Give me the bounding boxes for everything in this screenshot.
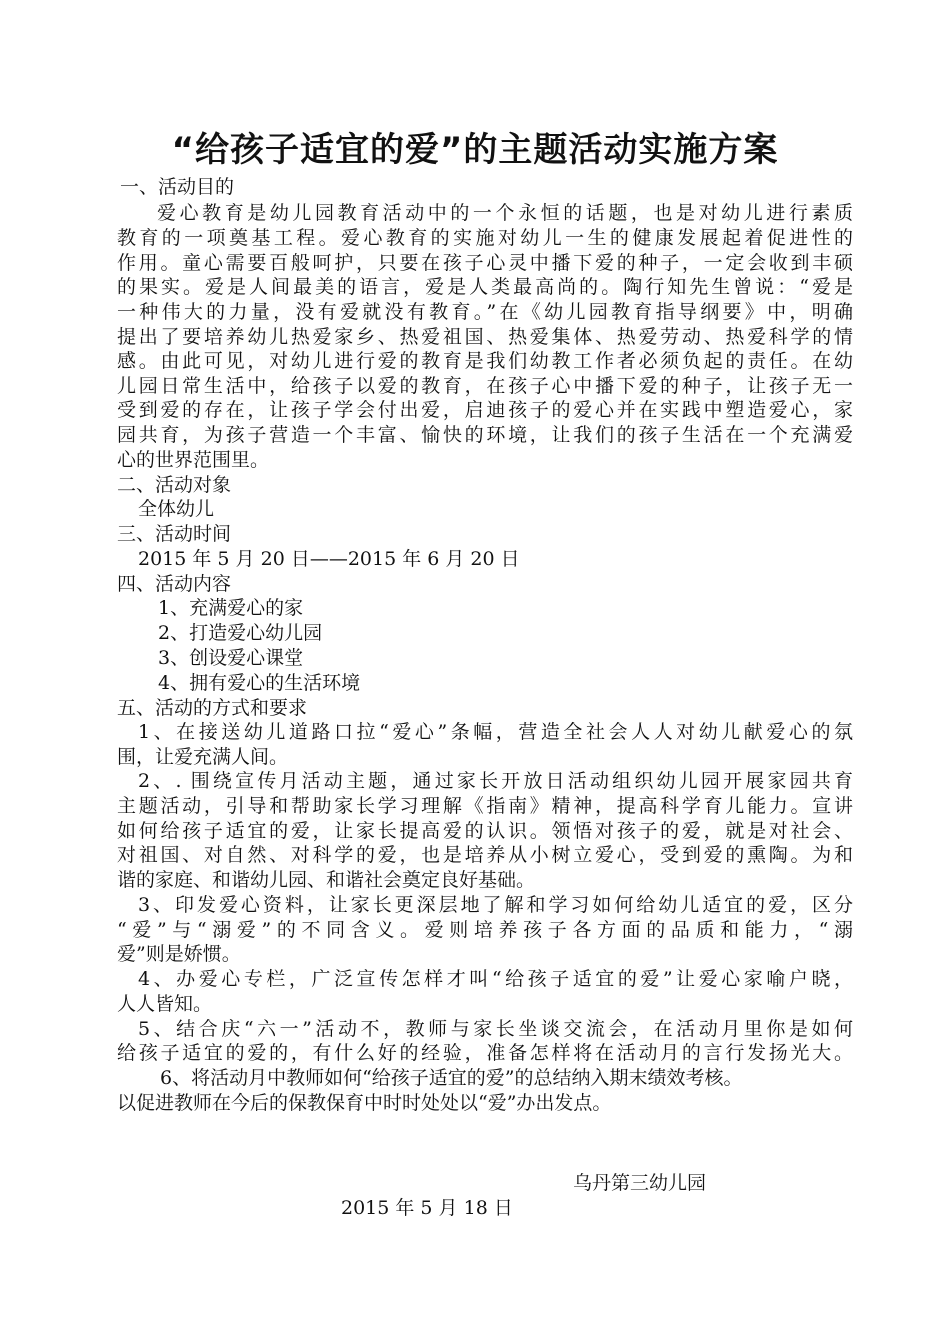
paragraph-line: 对祖国、对自然、对科学的爱，也是培养从小树立爱心，受到爱的熏陶。为和 [117,844,853,866]
paragraph-line: 如何给孩子适宜的爱，让家长提高爱的认识。领悟对孩子的爱，就是对社会、 [117,820,853,842]
signature-organization: 乌丹第三幼儿园 [573,1172,707,1194]
paragraph-line: 提出了要培养幼儿热爱家乡、热爱祖国、热爱集体、热爱劳动、热爱科学的情 [117,326,853,348]
paragraph-line: 作用。童心需要百般呵护，只要在孩子心灵中播下爱的种子，一定会收到丰硕 [117,252,853,274]
paragraph-line: 5、结合庆“六一”活动不，教师与家长坐谈交流会，在活动月里你是如何 [138,1018,853,1040]
paragraph-line: 围，让爱充满人间。 [117,746,289,768]
document-title: “给孩子适宜的爱”的主题活动实施方案 [171,130,779,170]
paragraph-line: 给孩子适宜的爱的，有什么好的经验，准备怎样将在活动月的言行发扬光大。 [117,1042,853,1064]
paragraph-line: 儿园日常生活中，给孩子以爱的教育，在孩子心中播下爱的种子，让孩子无一 [117,375,853,397]
paragraph-line: 1、在接送幼儿道路口拉“爱心”条幅，营造全社会人人对幼儿献爱心的氛 [138,721,853,743]
paragraph-line: 2、. 围绕宣传月活动主题，通过家长开放日活动组织幼儿园开展家园共育 [138,770,853,792]
paragraph-line: 感。由此可见，对幼儿进行爱的教育是我们幼教工作者必须负起的责任。在幼 [117,350,853,372]
paragraph-line: “爱”与“溺爱”的不同含义。爱则培养孩子各方面的品质和能力，“溺 [117,919,853,941]
section-heading: 一、活动目的 [120,176,235,198]
paragraph-line: 爱心教育是幼儿园教育活动中的一个永恒的话题，也是对幼儿进行素质 [157,202,853,224]
paragraph-line: 以促进教师在今后的保教保育中时时处处以“爱”办出发点。 [117,1092,612,1114]
paragraph-line: 4、办爱心专栏，广泛宣传怎样才叫“给孩子适宜的爱”让爱心家喻户晓， [138,968,853,990]
signature-date: 2015 年 5 月 18 日 [341,1197,513,1219]
section-content: 全体幼儿 [138,498,215,520]
section-content: 2015 年 5 月 20 日——2015 年 6 月 20 日 [138,548,520,570]
paragraph-line: 一种伟大的力量，没有爱就没有教育。”在《幼儿园教育指导纲要》中，明确 [117,301,853,323]
list-item: 4、拥有爱心的生活环境 [158,672,361,694]
section-heading: 二、活动对象 [117,474,232,496]
paragraph-line: 心的世界范围里。 [117,449,270,471]
list-item: 1、充满爱心的家 [158,597,304,619]
paragraph-line: 爱”则是娇惯。 [117,943,241,965]
paragraph-line: 6、将活动月中教师如何“给孩子适宜的爱”的总结纳入期末绩效考核。 [160,1067,743,1089]
section-heading: 五、活动的方式和要求 [117,697,308,719]
paragraph-line: 园共育，为孩子营造一个丰富、愉快的环境，让我们的孩子生活在一个充满爱 [117,424,853,446]
paragraph-line: 谐的家庭、和谐幼儿园、和谐社会奠定良好基础。 [117,869,536,891]
list-item: 3、创设爱心课堂 [158,647,304,669]
paragraph-line: 3、印发爱心资料，让家长更深层地了解和学习如何给幼儿适宜的爱，区分 [138,894,853,916]
paragraph-line: 受到爱的存在，让孩子学会付出爱，启迪孩子的爱心并在实践中塑造爱心，家 [117,399,853,421]
paragraph-line: 人人皆知。 [117,993,213,1015]
paragraph-line: 教育的一项奠基工程。爱心教育的实施对幼儿一生的健康发展起着促进性的 [117,227,853,249]
paragraph-line: 主题活动，引导和帮助家长学习理解《指南》精神，提高科学育儿能力。宣讲 [117,795,853,817]
list-item: 2、打造爱心幼儿园 [158,622,323,644]
section-heading: 三、活动时间 [117,523,232,545]
paragraph-line: 的果实。爱是人间最美的语言，爱是人类最高尚的。陶行知先生曾说：“爱是 [117,276,853,298]
section-heading: 四、活动内容 [117,573,232,595]
